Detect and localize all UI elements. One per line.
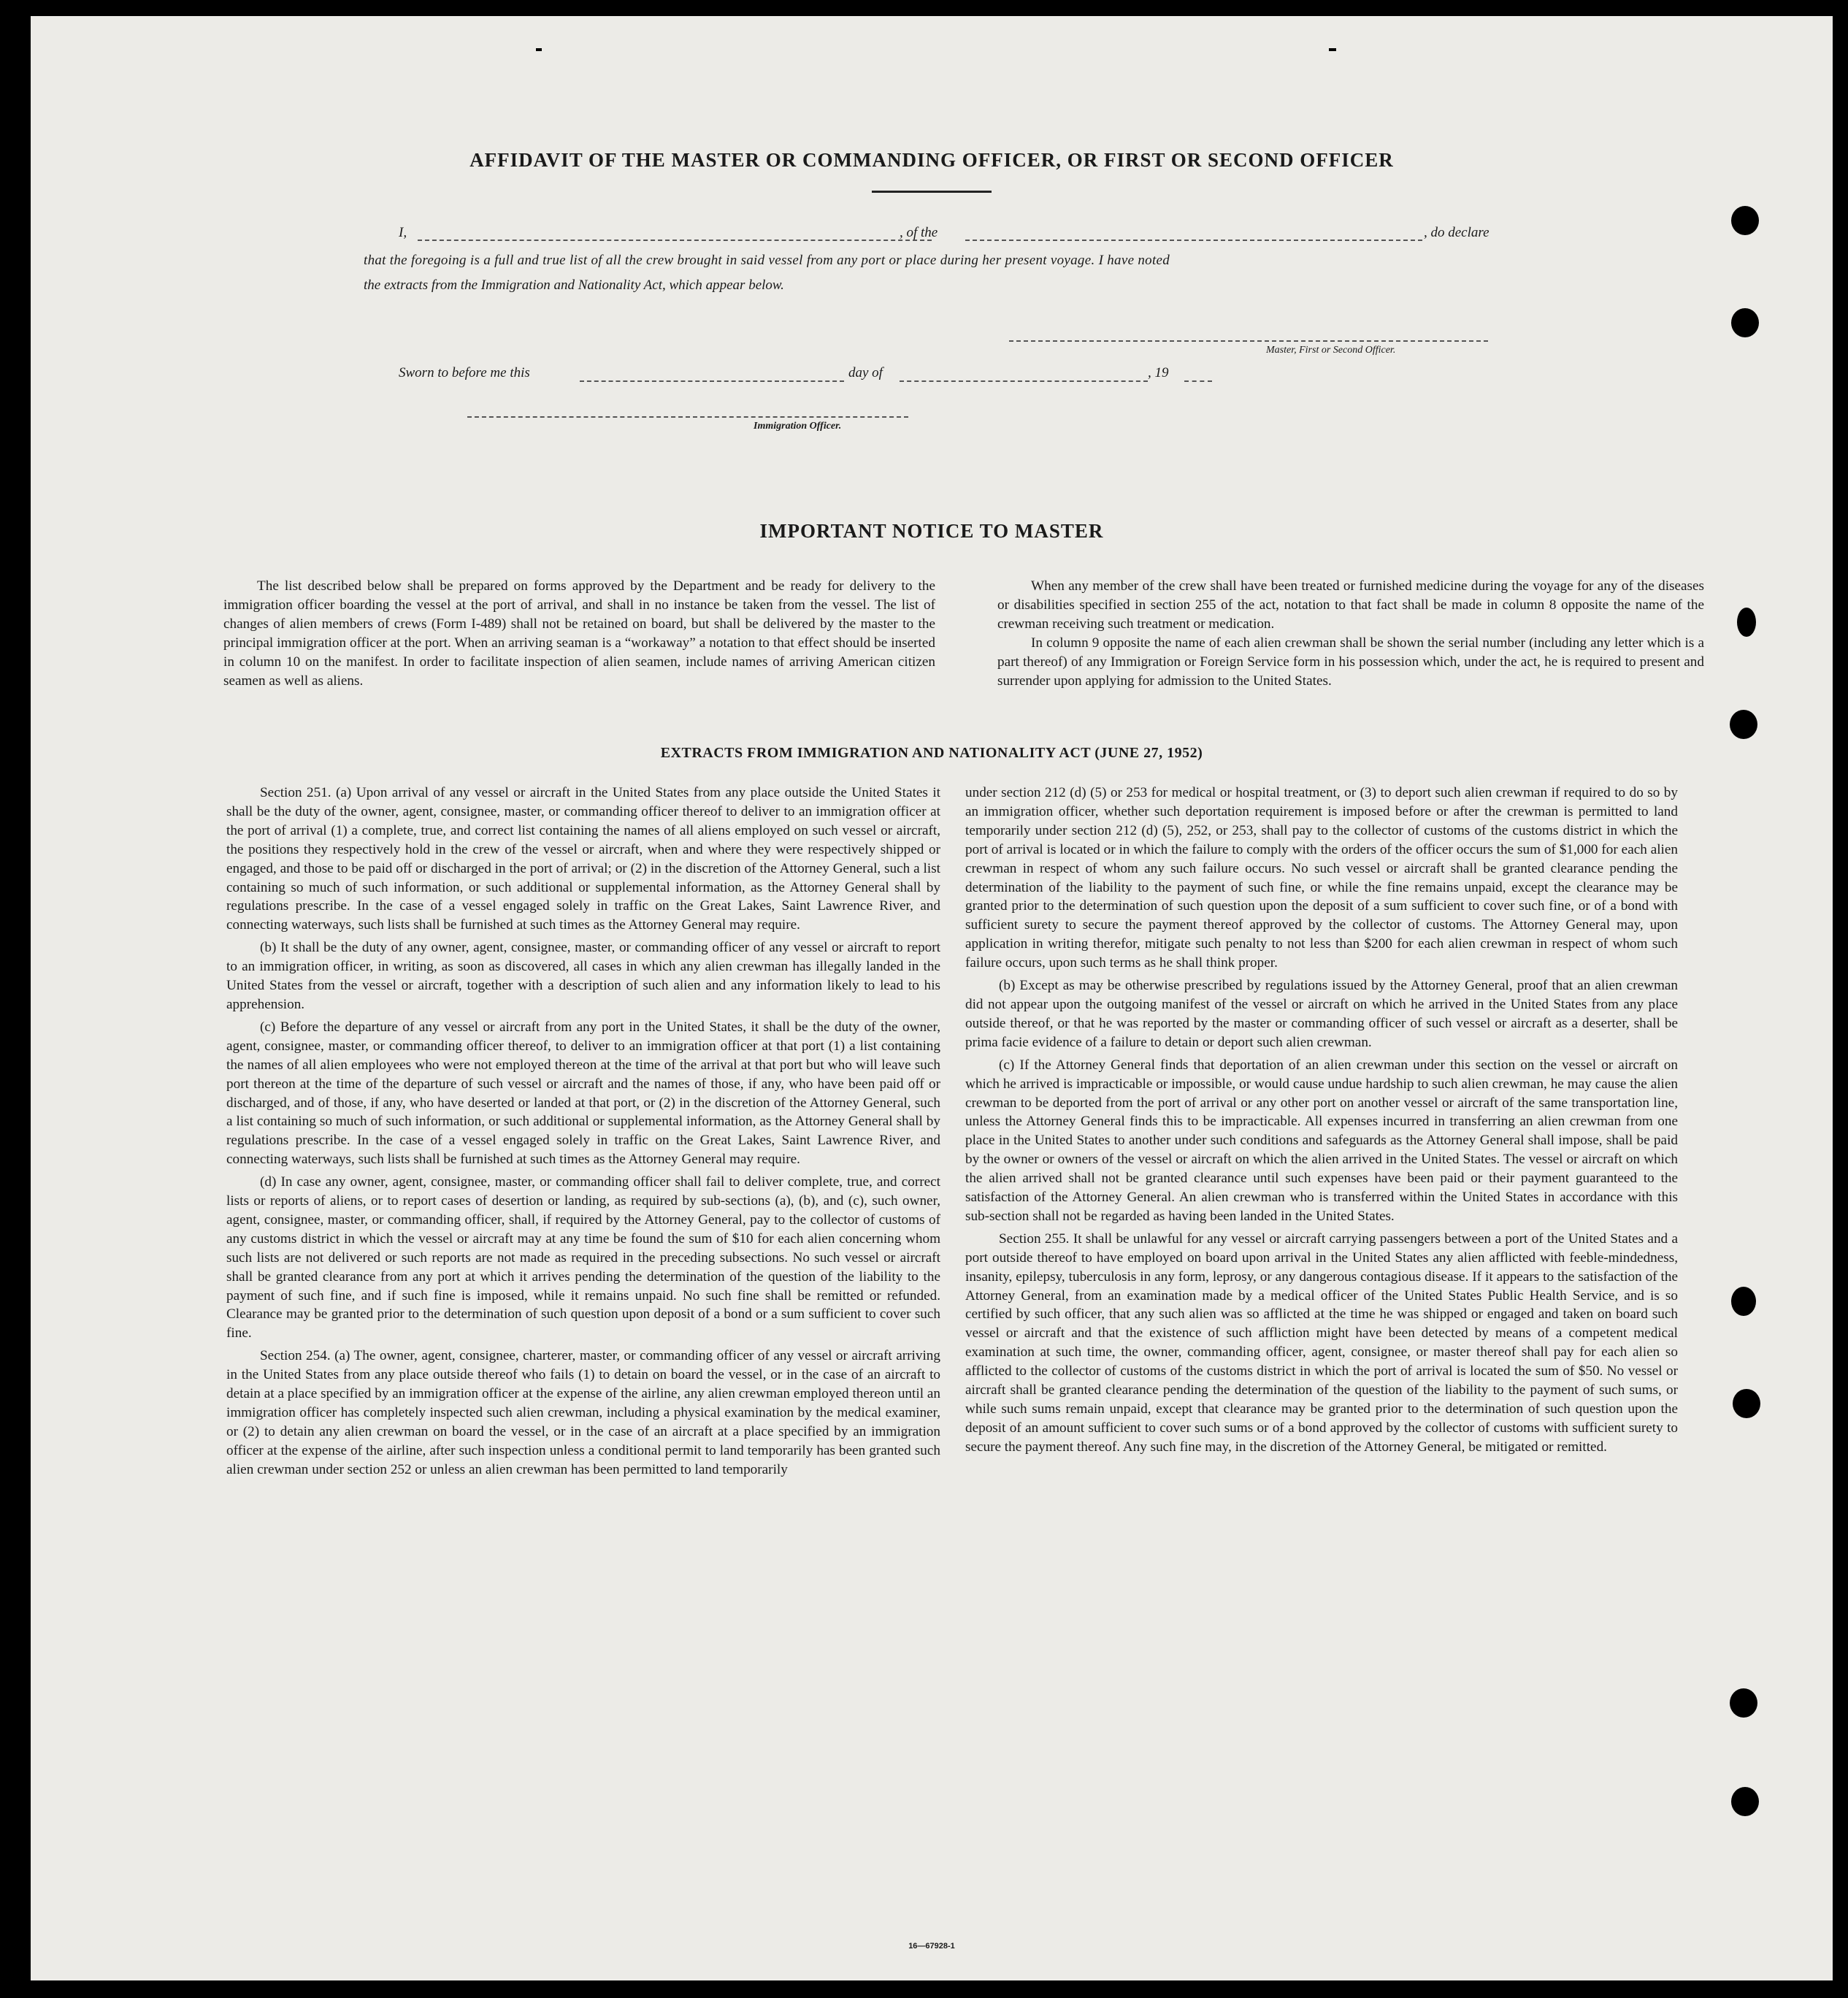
day-of-label: day of: [848, 365, 883, 380]
section-255: Section 255. It shall be unlawful for any vessel or aircraft carrying passengers between a port of the United States and a port outside thereof to have employed on board upon arrival in the United States any alien afflicted with feeble-mindedness, insanity, epilepsy, tuberculosis in any form, leprosy, or any dangerous contagious disease. If it appears to the satisfaction of the Attorney General, from an examination made by a medical officer of the United States Public Health Service, and is so certified by such officer, that any such alien was so afflicted at the time he was shipped or engaged and taken on board such vessel or aircraft and that the existence of such affliction might have been detected by means of a competent medical examination at such time, the owner, commanding officer, agent, consignee, or master thereof shall pay for each alien so afflicted to the collector of customs of the customs district in which the port of arrival is located the sum of $50. No vessel or aircraft shall be granted clearance pending the determination of the question of the liability to the payment of such sums, or while such sums remain unpaid, except that clearance may be granted prior to the determination of such question upon the deposit of an amount sufficient to cover such sums or of a bond approved by the collector of customs with sufficient surety to secure the payment thereof. Any such fine may, in the discretion of the Attorney General, be mitigated or remitted.: [965, 1230, 1678, 1455]
binder-hole: [1731, 1787, 1759, 1816]
declarant-label: I,: [399, 225, 407, 240]
officer-signature-field[interactable]: [467, 416, 908, 418]
section-254a-continued: under section 212 (d) (5) or 253 for medical or hospital treatment, or (3) to deport such alien crewman if required to do so by an immigration officer, whether such deportation requirement is imposed before or after the crewman is permitted to land temporarily under section 212 (d) (5), 252, or 253, shall pay to the collector of customs of the customs district in which the port of arrival is located or in which the failure to comply with the orders of the officer occurs the sum of $1,000 for each alien crewman in respect of whom any such failure occurs. No such vessel or aircraft shall be granted clearance pending the determination of the liability to the payment of such fine, or while the fine remains unpaid, except the clearance may be granted prior to the determination of such question upon the deposit of a sum sufficient to cover such fine, or of a bond with sufficient surety to secure the payment thereof approved by the collector of customs. The Attorney General may, upon application in writing therefor, mitigate such penalty to not less than $200 for each alien crewman in respect of whom such failure occurs, upon such terms as he shall think proper.: [965, 785, 1678, 971]
form-number: 16—67928-1: [908, 1942, 955, 1951]
declaration-text: that the foregoing is a full and true list of all the crew brought in said vessel from any port or place during her present voyage. I have noted: [364, 253, 1170, 268]
sworn-day-field[interactable]: [580, 380, 844, 382]
section-251a: Section 251. (a) Upon arrival of any vessel or aircraft in the United States from any place outside the United States it shall be the duty of the owner, agent, consignee, master, or commanding officer thereof to deliver to an immigration officer at the port of arrival (1) a complete, true, and correct list containing the names of all aliens employed on such vessel or aircraft, the positions they respectively hold in the crew of the vessel or aircraft, when and where they were respectively shipped or engaged, and those to be paid off or discharged in the port of arrival; or (2) in the discretion of the Attorney General, such a list containing so much of such information, or such additional or supplemental information, as the Attorney General shall by regulations prescribe. In the case of a vessel engaged solely in traffic on the Great Lakes, Saint Lawrence River, and connecting waterways, such lists shall be furnished at such times as the Attorney General may require.: [226, 785, 940, 933]
officer-signature-label: Immigration Officer.: [754, 421, 842, 432]
master-signature-label: Master, First or Second Officer.: [1266, 345, 1396, 356]
section-254a: Section 254. (a) The owner, agent, consignee, charterer, master, or commanding officer of any vessel or aircraft arriving in the United States from any place outside thereof who fails (1) to detain on board the vessel, or in the case of an aircraft to detain at a place specified by an immigration officer at the expense of the airline, any alien crewman employed thereon until an immigration officer has completely inspected such alien crewman, including a physical examination by the medical examiner, or (2) to detain any alien crewman on board the vessel, or in the case of an aircraft at a place specified by an immigration officer at the expense of the airline, after such inspection unless a conditional permit to land temporarily has been granted such alien crewman under section 252 or unless an alien crewman has been permitted to land temporarily: [226, 1348, 940, 1477]
title-rule: [872, 191, 992, 193]
notice-paragraph: In column 9 opposite the name of each alien crewman shall be shown the serial number (including any letter which is a part thereof) of any Immigration or Foreign Service form in his possession which, under the act, he is required to present and surrender upon applying for admission to the United States.: [997, 635, 1704, 689]
sworn-month-field[interactable]: [900, 380, 1148, 382]
declare-label: , do declare: [1424, 225, 1489, 240]
vessel-name-field[interactable]: [965, 240, 1422, 241]
section-254c: (c) If the Attorney General finds that deportation of an alien crewman under this section on the vessel or aircraft on which he arrived is impracticable or impossible, or would cause undue hardship to such alien crewman, he may cause the alien crewman to be deported from the port of arrival or any other port on another vessel or aircraft of the same transportation line, unless the Attorney General finds this to be impracticable. All expenses incurred in transferring an alien crewman from one place in the United States to another under such conditions and safeguards as the Attorney General shall impose, shall be paid by the owner or owners of the vessel or aircraft on which the alien arrived in the United States. The vessel or aircraft on which the alien arrived shall not be granted clearance until such expenses have been paid or their payment guaranteed to the satisfaction of the Attorney General. An alien crewman who is transferred within the United States in accordance with this sub-section shall not be regarded as having been landed in the United States.: [965, 1057, 1678, 1224]
vessel-label: , of the: [900, 225, 938, 240]
notice-right-column: [997, 577, 1704, 690]
notice-paragraph: The list described below shall be prepared on forms approved by the Department and be ready for delivery to the immigration officer boarding the vessel at the port of arrival, and shall in no instance be taken from the vessel. The list of changes of alien members of crews (Form I-489) shall not be retained on board, but shall be delivered by the master to the principal immigration officer at the port. When an arriving seaman is a “workaway” a notation to that effect should be inserted in column 10 on the manifest. In order to facilitate inspection of alien seamen, include names of arriving American citizen seamen as well as aliens.: [223, 578, 935, 689]
year-label: , 19: [1148, 365, 1169, 380]
affidavit-title: AFFIDAVIT OF THE MASTER OR COMMANDING OFFICER, OR FIRST OR SECOND OFFICER: [469, 149, 1394, 171]
binder-hole: [1731, 308, 1759, 337]
binder-hole: [1730, 1688, 1757, 1718]
sworn-year-field[interactable]: [1184, 380, 1212, 382]
binder-hole: [1731, 1287, 1756, 1316]
extracts-right-column: [965, 784, 1678, 1457]
section-251b: (b) It shall be the duty of any owner, agent, consignee, master, or commanding officer of any vessel or aircraft to report to an immigration officer, in writing, as soon as discovered, all cases in which any alien crewman has illegally landed in the United States from the vessel or aircraft, together with a description of such alien and any information likely to lead to his apprehension.: [226, 940, 940, 1012]
notice-title: IMPORTANT NOTICE TO MASTER: [759, 520, 1104, 542]
declaration-text: the extracts from the Immigration and Nationality Act, which appear below.: [364, 278, 784, 293]
document-page: [31, 16, 1833, 1980]
section-251c: (c) Before the departure of any vessel or aircraft from any port in the United States, it shall be the duty of the owner, agent, consignee, master, or commanding officer thereof, to deliver to an immigration officer at that port (1) a list containing the names of all alien employees who were not employed thereon at the time of the arrival at that port but who will leave such port thereon at the time of the departure of such vessel or aircraft and the names of those, if any, who have been paid off or discharged, and of those, if any, who have deserted or landed at that port, or (2) in the discretion of the Attorney General, such a list containing so much of such information, or such additional or supplemental information, as the Attorney General shall by regulations prescribe. In the case of a vessel engaged solely in traffic on the Great Lakes, Saint Lawrence River, and connecting waterways, such lists shall be furnished at such times as the Attorney General may require.: [226, 1019, 940, 1168]
section-251d: (d) In case any owner, agent, consignee, master, or commanding officer shall fail to deliver complete, true, and correct lists or reports of aliens, or to report cases of desertion or landing, as required by sub-sections (a), (b), and (c), such owner, agent, consignee, master, or commanding officer, shall, if required by the Attorney General, pay to the collector of customs of any customs district in which the vessel or aircraft may at any time be found the sum of $10 for each alien concerning whom such lists are not delivered or such reports are not made as required in the preceding subsections. No such vessel or aircraft shall be granted clearance from any port at which it arrives pending the determination of the question of the liability to the payment of such fine, and if such fine is imposed, while it remains unpaid. No such fine shall be remitted or refunded. Clearance may be granted prior to the determination of such question upon deposit of a bond or a sum sufficient to cover such fine.: [226, 1174, 940, 1341]
scan-speck: [536, 48, 542, 51]
binder-hole: [1731, 206, 1759, 235]
binder-hole: [1730, 710, 1757, 739]
binder-hole: [1737, 608, 1756, 637]
sworn-label: Sworn to before me this: [399, 365, 530, 380]
extracts-title: EXTRACTS FROM IMMIGRATION AND NATIONALITY ACT (JUNE 27, 1952): [660, 745, 1203, 761]
notice-paragraph: When any member of the crew shall have been treated or furnished medicine during the voyage for any of the diseases or disabilities specified in section 255 of the act, notation to that fact shall be made in column 8 opposite the name of the crewman receiving such treatment or medication.: [997, 578, 1704, 632]
scan-speck: [1329, 48, 1336, 51]
notice-left-column: [223, 577, 935, 690]
extracts-left-column: [226, 784, 940, 1480]
binder-hole: [1733, 1389, 1760, 1418]
declarant-name-field[interactable]: [418, 240, 932, 241]
section-254b: (b) Except as may be otherwise prescribed by regulations issued by the Attorney General, proof that an alien crewman did not appear upon the outgoing manifest of the vessel or aircraft on which he arrived in the United States from any place outside thereof, or that he was reported by the master or commanding officer of such vessel or aircraft as a deserter, shall be prima facie evidence of a failure to detain or deport such alien crewman.: [965, 978, 1678, 1050]
master-signature-field[interactable]: [1009, 340, 1488, 342]
